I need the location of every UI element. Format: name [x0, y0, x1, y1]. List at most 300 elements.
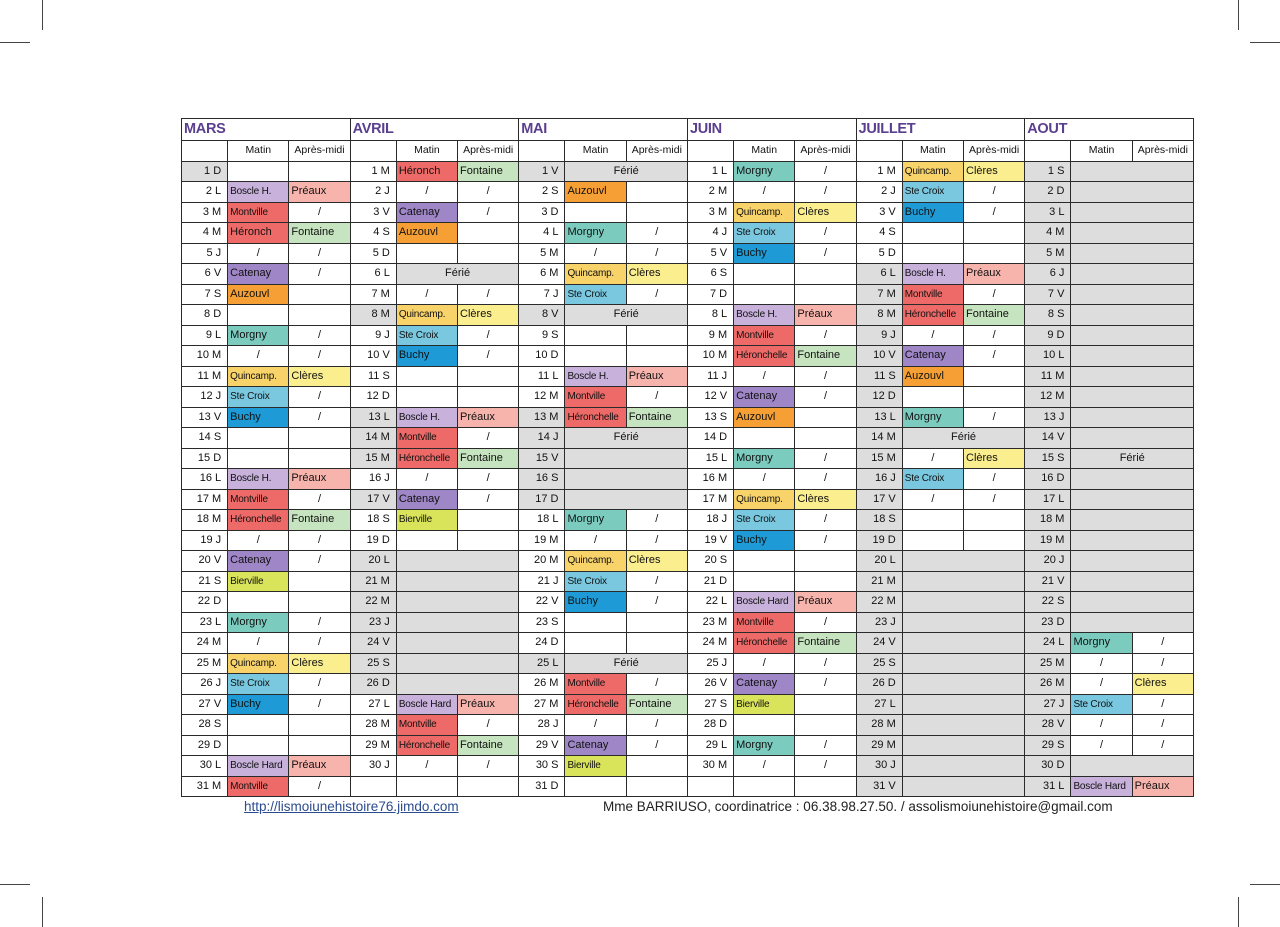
morning-slot: / — [396, 756, 457, 777]
afternoon-slot — [626, 756, 687, 777]
morning-slot: / — [396, 182, 457, 203]
day-label: 16 J — [856, 469, 902, 490]
day-label: 23 J — [350, 612, 396, 633]
afternoon-slot — [626, 346, 687, 367]
morning-slot: / — [396, 284, 457, 305]
afternoon-slot: / — [626, 223, 687, 244]
afternoon-slot — [964, 366, 1025, 387]
day-label: 17 V — [856, 489, 902, 510]
afternoon-slot: Fontaine — [289, 223, 350, 244]
morning-slot: Auzouvl — [228, 284, 289, 305]
day-label: 21 S — [182, 571, 228, 592]
morning-slot — [228, 448, 289, 469]
morning-slot: Héronchelle — [734, 346, 795, 367]
vacation-cell — [902, 756, 1025, 777]
afternoon-slot — [458, 530, 519, 551]
morning-slot: Ste Croix — [565, 284, 626, 305]
vacation-cell — [1071, 264, 1194, 285]
afternoon-slot: / — [289, 202, 350, 223]
vacation-cell — [1071, 366, 1194, 387]
day-label: 2 S — [519, 182, 565, 203]
table-row — [182, 428, 1194, 449]
day-label: 11 M — [1025, 366, 1071, 387]
day-label: 28 M — [856, 715, 902, 736]
day-label: 16 D — [1025, 469, 1071, 490]
holiday-cell: Férié — [1071, 448, 1194, 469]
morning-slot — [734, 551, 795, 572]
afternoon-slot — [964, 387, 1025, 408]
day-label: 26 V — [687, 674, 733, 695]
afternoon-slot: Fontaine — [795, 633, 856, 654]
day-label: 24 V — [350, 633, 396, 654]
day-label: 15 M — [350, 448, 396, 469]
vacation-cell — [1071, 346, 1194, 367]
day-label: 14 D — [687, 428, 733, 449]
day-label: 12 M — [519, 387, 565, 408]
day-label: 13 L — [350, 407, 396, 428]
day-label: 2 J — [856, 182, 902, 203]
vacation-cell — [396, 612, 518, 633]
afternoon-slot: Fontaine — [458, 161, 519, 182]
crop-mark — [42, 897, 43, 927]
day-label: 26 J — [182, 674, 228, 695]
day-label: 22 M — [350, 592, 396, 613]
morning-slot: Quincamp. — [565, 551, 626, 572]
morning-slot — [228, 592, 289, 613]
day-label: 6 L — [350, 264, 396, 285]
vacation-cell — [1071, 243, 1194, 264]
afternoon-slot: Préaux — [458, 407, 519, 428]
day-label: 27 L — [856, 694, 902, 715]
day-label: 26 D — [856, 674, 902, 695]
day-label: 27 M — [519, 694, 565, 715]
day-label: 19 M — [519, 530, 565, 551]
afternoon-slot: / — [795, 366, 856, 387]
calendar-table — [181, 118, 1194, 797]
day-label: 26 M — [1025, 674, 1071, 695]
table-row — [182, 715, 1194, 736]
afternoon-slot — [795, 264, 856, 285]
vacation-cell — [396, 592, 518, 613]
day-label: 1 S — [1025, 161, 1071, 182]
afternoon-slot — [626, 202, 687, 223]
morning-slot: Montville — [228, 776, 289, 797]
day-label: 10 D — [519, 346, 565, 367]
day-label: 16 S — [519, 469, 565, 490]
afternoon-slot: / — [1132, 633, 1193, 654]
table-row — [182, 366, 1194, 387]
day-label: 17 M — [687, 489, 733, 510]
afternoon-slot — [458, 387, 519, 408]
day-label: 25 S — [856, 653, 902, 674]
day-label: 19 D — [350, 530, 396, 551]
day-label: 10 M — [687, 346, 733, 367]
day-label: 30 J — [856, 756, 902, 777]
day-label: 12 J — [182, 387, 228, 408]
afternoon-slot: / — [626, 530, 687, 551]
day-label: 23 D — [1025, 612, 1071, 633]
afternoon-slot: / — [795, 448, 856, 469]
day-label: 27 V — [182, 694, 228, 715]
morning-slot: Morgny — [734, 448, 795, 469]
day-label: 13 M — [519, 407, 565, 428]
afternoon-slot: Clères — [795, 489, 856, 510]
vacation-cell — [1071, 428, 1194, 449]
afternoon-slot — [289, 305, 350, 326]
day-label: 11 S — [856, 366, 902, 387]
table-row — [182, 223, 1194, 244]
afternoon-slot: Clères — [626, 551, 687, 572]
table-row — [182, 694, 1194, 715]
vacation-cell — [1071, 510, 1194, 531]
day-label: 22 L — [687, 592, 733, 613]
afternoon-slot: / — [1132, 653, 1193, 674]
day-label: 1 M — [350, 161, 396, 182]
holiday-cell: Férié — [565, 305, 688, 326]
day-label: 5 V — [687, 243, 733, 264]
day-label: 17 D — [519, 489, 565, 510]
afternoon-slot: Fontaine — [795, 346, 856, 367]
afternoon-slot — [289, 161, 350, 182]
month-name: AOUT — [1025, 119, 1194, 141]
afternoon-slot: / — [289, 387, 350, 408]
afternoon-slot: / — [626, 387, 687, 408]
morning-slot: Boscle H. — [228, 182, 289, 203]
crop-mark — [1250, 884, 1280, 885]
morning-slot: / — [1071, 715, 1132, 736]
day-label: 1 M — [856, 161, 902, 182]
afternoon-slot — [795, 571, 856, 592]
day-label: 30 L — [182, 756, 228, 777]
vacation-cell — [902, 551, 1025, 572]
table-row — [182, 530, 1194, 551]
table-row — [182, 264, 1194, 285]
day-label: 13 S — [687, 407, 733, 428]
afternoon-slot — [289, 571, 350, 592]
day-label: 2 M — [687, 182, 733, 203]
morning-slot: / — [902, 325, 963, 346]
morning-slot: Morgny — [734, 735, 795, 756]
afternoon-slot — [289, 715, 350, 736]
morning-slot: Morgny — [565, 510, 626, 531]
morning-slot: Montville — [396, 428, 457, 449]
afternoon-slot: / — [458, 182, 519, 203]
afternoon-slot — [289, 284, 350, 305]
day-label: 24 D — [519, 633, 565, 654]
vacation-cell — [1071, 469, 1194, 490]
afternoon-slot: / — [458, 715, 519, 736]
afternoon-slot — [289, 592, 350, 613]
afternoon-slot: / — [795, 530, 856, 551]
day-label: 4 M — [182, 223, 228, 244]
afternoon-slot — [964, 243, 1025, 264]
day-label: 17 L — [1025, 489, 1071, 510]
day-label: 11 S — [350, 366, 396, 387]
morning-slot: Montville — [565, 387, 626, 408]
day-label: 29 V — [519, 735, 565, 756]
morning-slot — [902, 510, 963, 531]
matin-header: Matin — [228, 141, 289, 162]
day-header — [519, 141, 565, 162]
vacation-cell — [1071, 592, 1194, 613]
empty-cell — [687, 776, 733, 797]
empty-cell — [458, 776, 519, 797]
vacation-cell — [565, 448, 688, 469]
day-label: 21 M — [856, 571, 902, 592]
vacation-cell — [1071, 571, 1194, 592]
afternoon-slot: / — [626, 510, 687, 531]
day-label: 20 S — [687, 551, 733, 572]
table-row — [182, 305, 1194, 326]
afternoon-slot: / — [626, 735, 687, 756]
day-label: 12 V — [687, 387, 733, 408]
afternoon-slot: Préaux — [289, 469, 350, 490]
afternoon-slot: Préaux — [1132, 776, 1193, 797]
day-label: 28 D — [687, 715, 733, 736]
afternoon-slot: / — [458, 756, 519, 777]
day-label: 20 L — [856, 551, 902, 572]
morning-slot — [565, 325, 626, 346]
morning-slot: / — [565, 715, 626, 736]
table-row — [182, 469, 1194, 490]
crop-mark — [0, 42, 30, 43]
day-label: 2 D — [1025, 182, 1071, 203]
day-label: 11 J — [687, 366, 733, 387]
vacation-cell — [565, 469, 688, 490]
day-label: 28 J — [519, 715, 565, 736]
morning-slot — [565, 612, 626, 633]
day-label: 8 M — [350, 305, 396, 326]
morning-slot: Bierville — [565, 756, 626, 777]
afternoon-slot — [289, 735, 350, 756]
day-label: 12 D — [350, 387, 396, 408]
afternoon-slot: Fontaine — [964, 305, 1025, 326]
apres-midi-header: Après-midi — [289, 141, 350, 162]
day-label: 4 S — [856, 223, 902, 244]
vacation-cell — [1071, 202, 1194, 223]
afternoon-slot: / — [795, 510, 856, 531]
morning-slot: Quincamp. — [228, 653, 289, 674]
day-header — [182, 141, 228, 162]
crop-mark — [42, 0, 43, 30]
table-row — [182, 571, 1194, 592]
day-label: 15 D — [182, 448, 228, 469]
morning-slot: / — [734, 366, 795, 387]
day-label: 10 L — [1025, 346, 1071, 367]
afternoon-slot: / — [458, 202, 519, 223]
morning-slot: / — [734, 756, 795, 777]
empty-cell — [396, 776, 457, 797]
vacation-cell — [396, 571, 518, 592]
table-row — [182, 346, 1194, 367]
afternoon-slot: Préaux — [458, 694, 519, 715]
day-header — [1025, 141, 1071, 162]
morning-slot: Montville — [228, 202, 289, 223]
morning-slot: Bierville — [396, 510, 457, 531]
afternoon-slot: / — [964, 469, 1025, 490]
day-label: 8 M — [856, 305, 902, 326]
afternoon-slot: / — [964, 284, 1025, 305]
day-label: 21 D — [687, 571, 733, 592]
afternoon-slot: / — [626, 715, 687, 736]
morning-slot: Boscle H. — [902, 264, 963, 285]
vacation-cell — [1071, 325, 1194, 346]
day-label: 19 J — [182, 530, 228, 551]
afternoon-slot: Préaux — [626, 366, 687, 387]
day-label: 7 D — [687, 284, 733, 305]
morning-slot: Morgny — [228, 325, 289, 346]
afternoon-slot: / — [795, 612, 856, 633]
afternoon-slot: / — [289, 530, 350, 551]
day-header — [350, 141, 396, 162]
afternoon-slot: / — [795, 756, 856, 777]
afternoon-slot: / — [458, 489, 519, 510]
morning-slot: Héronchelle — [902, 305, 963, 326]
day-label: 25 J — [687, 653, 733, 674]
day-label: 16 M — [687, 469, 733, 490]
day-label: 3 D — [519, 202, 565, 223]
vacation-cell — [1071, 223, 1194, 244]
morning-slot — [902, 243, 963, 264]
table-row — [182, 243, 1194, 264]
table-row — [182, 612, 1194, 633]
day-label: 24 V — [856, 633, 902, 654]
afternoon-slot: Préaux — [289, 756, 350, 777]
afternoon-slot: / — [795, 223, 856, 244]
apres-midi-header: Après-midi — [1132, 141, 1193, 162]
afternoon-slot — [458, 510, 519, 531]
day-label: 1 D — [182, 161, 228, 182]
afternoon-slot — [626, 182, 687, 203]
afternoon-slot: / — [964, 489, 1025, 510]
day-label: 26 M — [519, 674, 565, 695]
vacation-cell — [396, 653, 518, 674]
afternoon-slot: Clères — [964, 448, 1025, 469]
day-label: 10 V — [350, 346, 396, 367]
afternoon-slot: / — [289, 551, 350, 572]
month-name: MARS — [182, 119, 351, 141]
morning-slot — [228, 161, 289, 182]
afternoon-slot: Préaux — [289, 182, 350, 203]
afternoon-slot: / — [289, 407, 350, 428]
website-link[interactable]: http://lismoiunehistoire76.jimdo.com — [244, 799, 459, 814]
holiday-cell: Férié — [565, 428, 688, 449]
table-row — [182, 756, 1194, 777]
morning-slot: Boscle Hard — [228, 756, 289, 777]
day-label: 18 L — [519, 510, 565, 531]
morning-slot: Auzouvl — [565, 182, 626, 203]
afternoon-slot: / — [795, 735, 856, 756]
table-row — [182, 182, 1194, 203]
vacation-cell — [1071, 305, 1194, 326]
day-label: 3 V — [350, 202, 396, 223]
day-label: 27 J — [1025, 694, 1071, 715]
afternoon-slot — [458, 243, 519, 264]
day-label: 14 M — [856, 428, 902, 449]
vacation-cell — [565, 489, 688, 510]
day-label: 29 D — [182, 735, 228, 756]
matin-header: Matin — [734, 141, 795, 162]
morning-slot: Catenay — [565, 735, 626, 756]
day-label: 6 S — [687, 264, 733, 285]
day-label: 15 V — [519, 448, 565, 469]
morning-slot — [396, 243, 457, 264]
morning-slot: Buchy — [734, 243, 795, 264]
afternoon-slot — [795, 715, 856, 736]
day-label: 25 M — [182, 653, 228, 674]
day-label: 13 V — [182, 407, 228, 428]
day-label: 22 S — [1025, 592, 1071, 613]
afternoon-slot: / — [458, 325, 519, 346]
day-label: 5 M — [519, 243, 565, 264]
morning-slot: Ste Croix — [734, 510, 795, 531]
morning-slot: / — [734, 469, 795, 490]
day-label: 8 D — [182, 305, 228, 326]
afternoon-slot: / — [289, 346, 350, 367]
morning-slot: Quincamp. — [565, 264, 626, 285]
matin-header: Matin — [902, 141, 963, 162]
afternoon-slot: / — [289, 264, 350, 285]
vacation-cell — [902, 735, 1025, 756]
afternoon-slot: Clères — [964, 161, 1025, 182]
day-header — [687, 141, 733, 162]
morning-slot — [734, 264, 795, 285]
afternoon-slot — [458, 366, 519, 387]
vacation-cell — [1071, 551, 1194, 572]
morning-slot — [902, 223, 963, 244]
day-label: 19 V — [687, 530, 733, 551]
morning-slot: Héronch — [228, 223, 289, 244]
morning-slot: Boscle H. — [734, 305, 795, 326]
afternoon-slot — [964, 510, 1025, 531]
morning-slot — [734, 284, 795, 305]
apres-midi-header: Après-midi — [795, 141, 856, 162]
morning-slot — [396, 387, 457, 408]
empty-cell — [795, 776, 856, 797]
day-label: 19 D — [856, 530, 902, 551]
morning-slot: Catenay — [396, 489, 457, 510]
month-header-row — [182, 119, 1194, 141]
afternoon-slot: / — [289, 633, 350, 654]
afternoon-slot: / — [626, 243, 687, 264]
morning-slot: Morgny — [228, 612, 289, 633]
day-label: 30 M — [687, 756, 733, 777]
afternoon-slot — [795, 284, 856, 305]
afternoon-slot: / — [795, 182, 856, 203]
morning-slot: Boscle Hard — [734, 592, 795, 613]
day-label: 9 J — [350, 325, 396, 346]
day-label: 5 D — [856, 243, 902, 264]
day-label: 4 S — [350, 223, 396, 244]
morning-slot: / — [228, 346, 289, 367]
day-label: 6 M — [519, 264, 565, 285]
morning-slot: / — [396, 469, 457, 490]
afternoon-slot: Fontaine — [289, 510, 350, 531]
morning-slot: Catenay — [902, 346, 963, 367]
afternoon-slot: / — [458, 346, 519, 367]
morning-slot: Ste Croix — [902, 469, 963, 490]
holiday-cell: Férié — [565, 653, 688, 674]
day-label: 24 L — [1025, 633, 1071, 654]
afternoon-slot — [964, 223, 1025, 244]
morning-slot: Boscle Hard — [1071, 776, 1132, 797]
day-label: 23 J — [856, 612, 902, 633]
apres-midi-header: Après-midi — [626, 141, 687, 162]
morning-slot: Buchy — [565, 592, 626, 613]
morning-slot: Héronchelle — [396, 448, 457, 469]
vacation-cell — [902, 674, 1025, 695]
morning-slot: / — [565, 243, 626, 264]
